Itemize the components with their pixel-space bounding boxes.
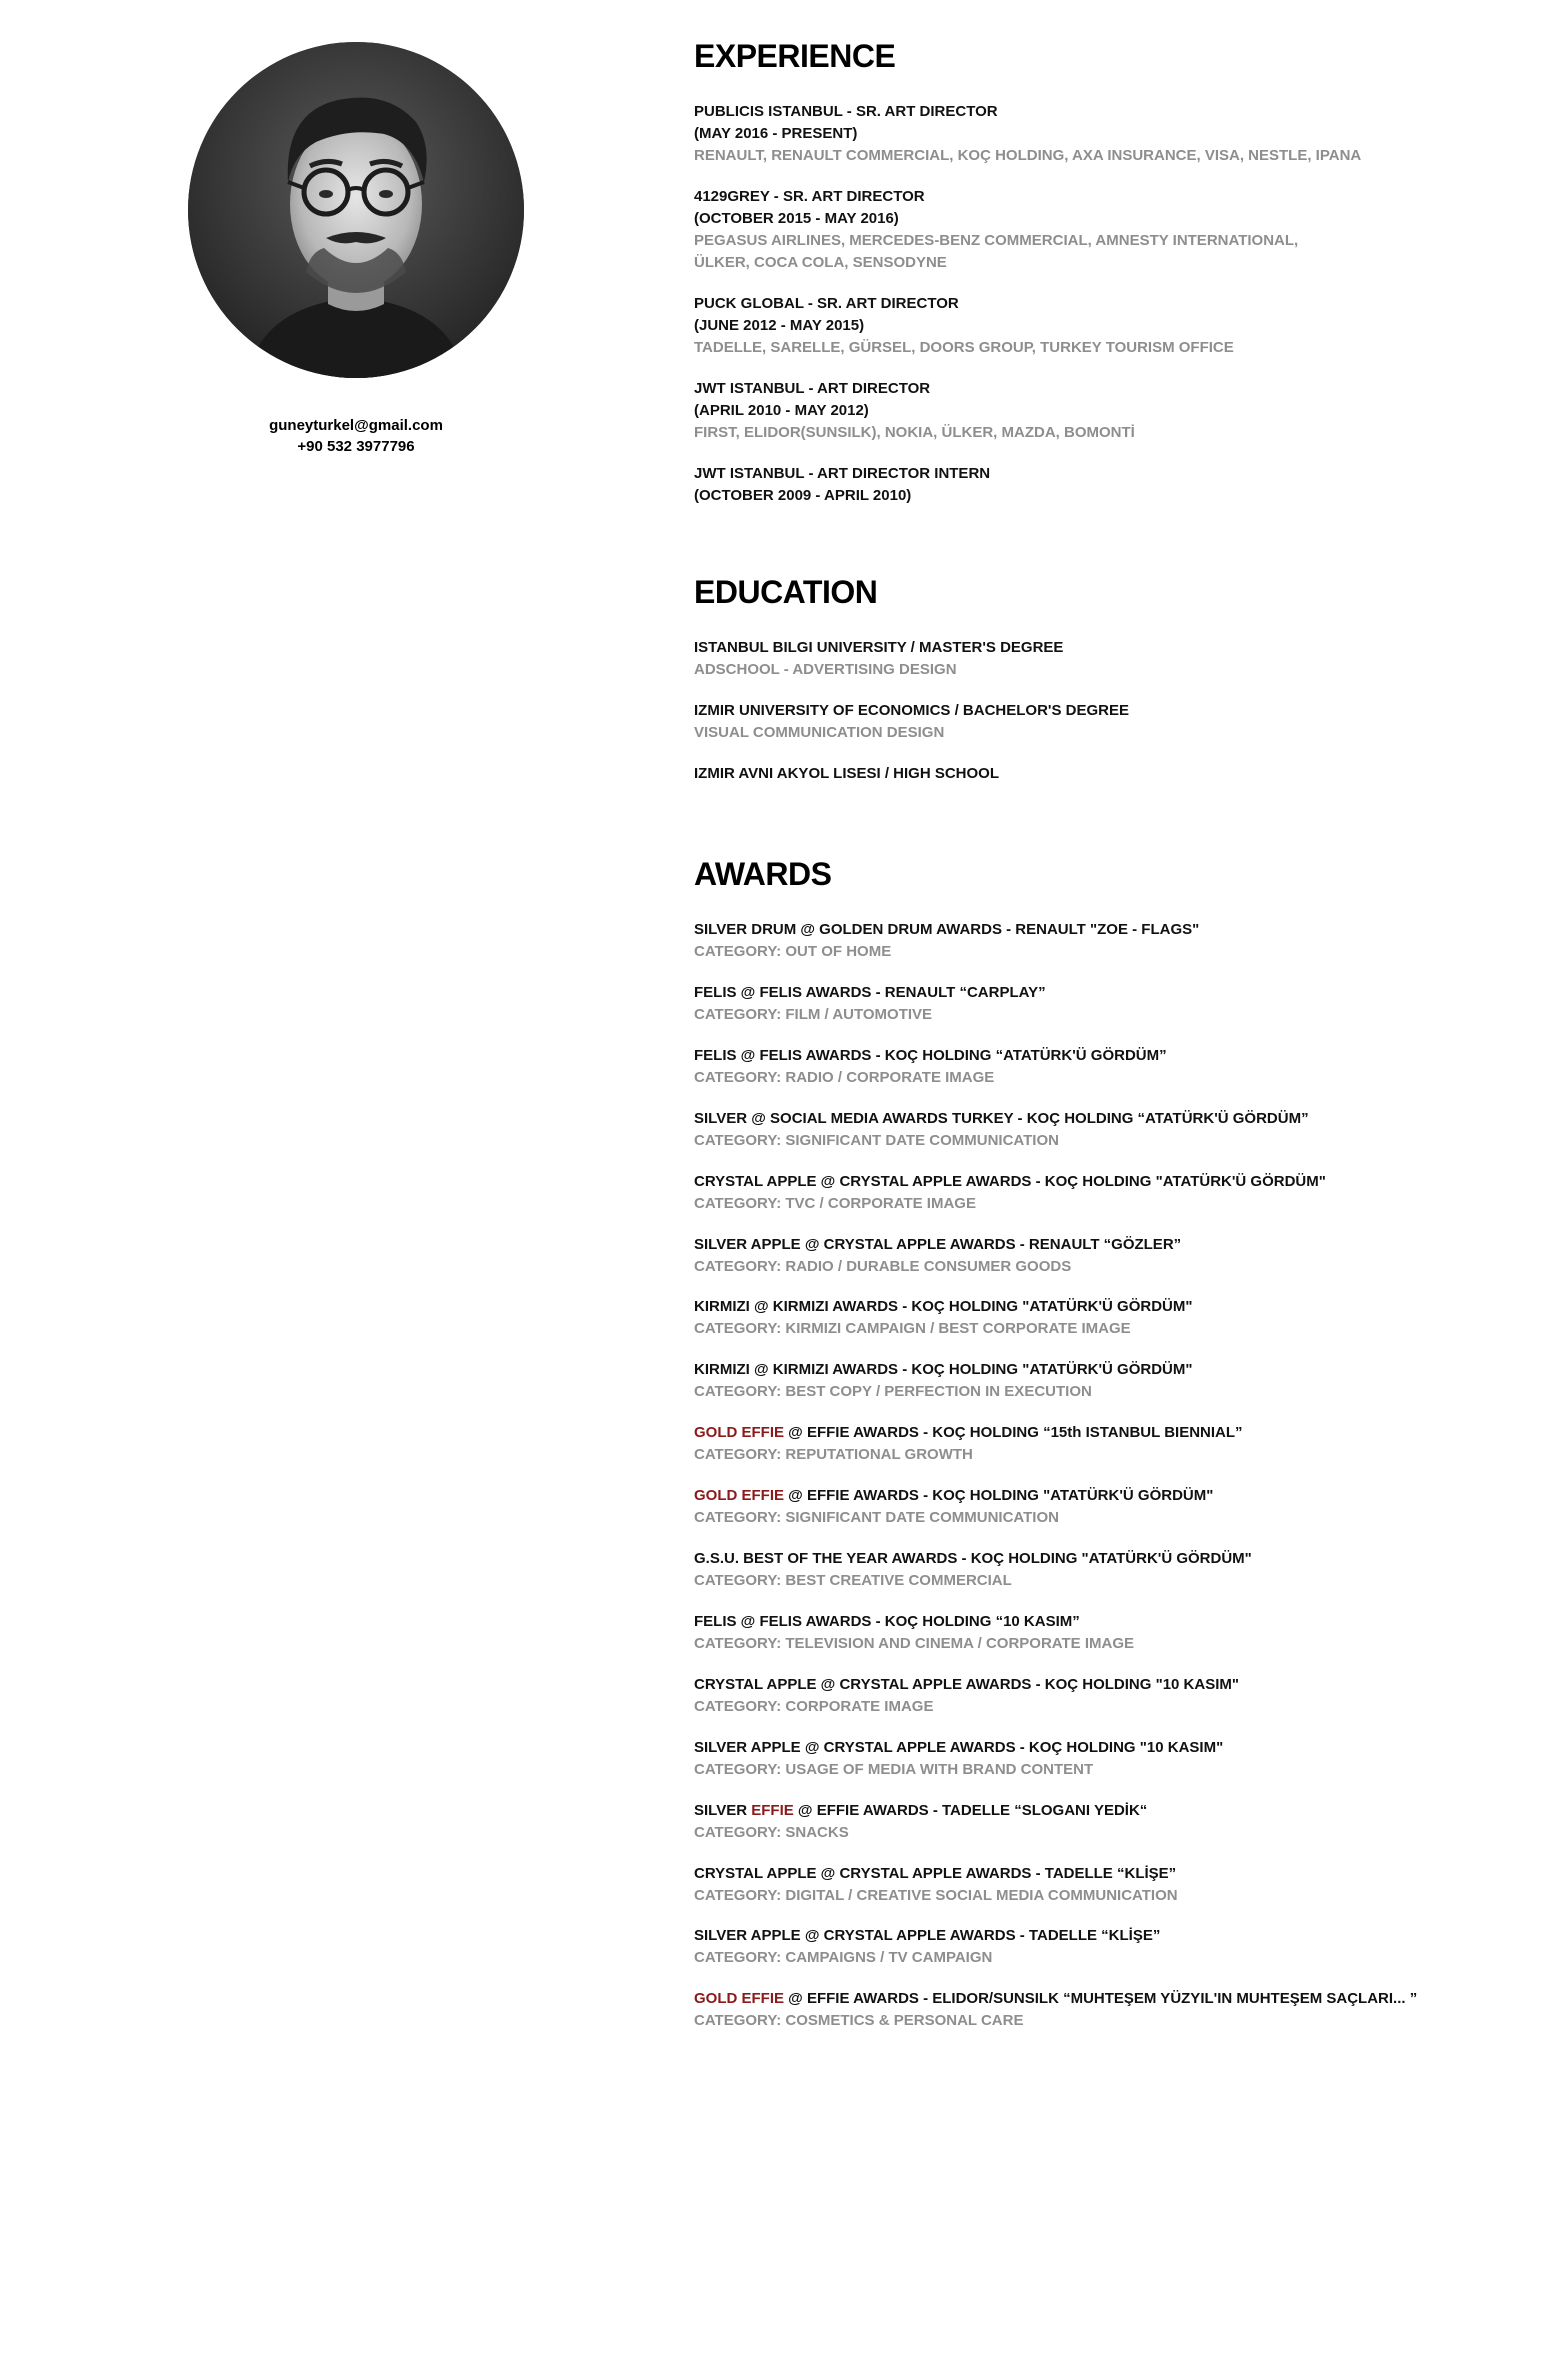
award-item xyxy=(694,982,1514,1026)
award-text: @ EFFIE AWARDS - KOÇ HOLDING "ATATÜRK'Ü GÖRDÜM" xyxy=(784,1487,1214,1505)
award-text: SILVER @ SOCIAL MEDIA AWARDS TURKEY - KOÇ HOLDING “ATATÜRK'Ü GÖRDÜM” xyxy=(694,1109,1309,1127)
award-category: CATEGORY: COSMETICS & PERSONAL CARE xyxy=(694,2012,1024,2030)
award-highlight: GOLD EFFIE xyxy=(694,1424,784,1442)
award-item xyxy=(694,1485,1514,1529)
award-text: @ EFFIE AWARDS - TADELLE “SLOGANI YEDİK“ xyxy=(793,1801,1148,1819)
award-title xyxy=(694,1988,1514,2010)
award-title xyxy=(694,1548,1514,1570)
award-item xyxy=(694,1674,1514,1718)
education-item xyxy=(694,637,1514,681)
award-highlight: GOLD EFFIE xyxy=(694,1487,784,1505)
award-title xyxy=(694,1296,1514,1318)
award-title xyxy=(694,1737,1514,1759)
award-title xyxy=(694,1611,1514,1633)
award-title xyxy=(694,1674,1514,1696)
award-item xyxy=(694,1045,1514,1089)
award-title xyxy=(694,1045,1514,1067)
phone-number: +90 532 3977796 xyxy=(297,438,415,455)
award-category: CATEGORY: BEST CREATIVE COMMERCIAL xyxy=(694,1572,1012,1589)
award-item xyxy=(694,1108,1514,1152)
education-program: VISUAL COMMUNICATION DESIGN xyxy=(694,724,945,741)
award-title xyxy=(694,1422,1514,1444)
award-title xyxy=(694,1108,1514,1130)
experience-role: 4129GREY - SR. ART DIRECTOR xyxy=(694,188,925,205)
award-text: KIRMIZI @ KIRMIZI AWARDS - KOÇ HOLDING "ATATÜRK'Ü GÖRDÜM" xyxy=(694,1361,1193,1379)
award-title xyxy=(694,919,1514,941)
award-item xyxy=(694,1988,1514,2032)
award-item xyxy=(694,1234,1514,1278)
award-title xyxy=(694,1234,1514,1256)
experience-clients-continued: ÜLKER, COCA COLA, SENSODYNE xyxy=(694,254,947,271)
education-item xyxy=(694,700,1514,744)
award-item xyxy=(694,1548,1514,1592)
award-text: SILVER APPLE @ CRYSTAL APPLE AWARDS - RENAULT “GÖZLER” xyxy=(694,1235,1182,1253)
award-item xyxy=(694,1611,1514,1655)
experience-item xyxy=(694,293,1514,359)
award-text: G.S.U. BEST OF THE YEAR AWARDS - KOÇ HOLDING "ATATÜRK'Ü GÖRDÜM" xyxy=(694,1550,1252,1567)
award-category: CATEGORY: RADIO / CORPORATE IMAGE xyxy=(694,1068,995,1086)
experience-clients: RENAULT, RENAULT COMMERCIAL, KOÇ HOLDING, AXA INSURANCE, VISA, NESTLE, IPANA xyxy=(694,147,1362,164)
award-text: CRYSTAL APPLE @ CRYSTAL APPLE AWARDS - TADELLE “KLİŞE” xyxy=(694,1864,1177,1882)
award-item xyxy=(694,1925,1514,1969)
award-text: SILVER APPLE @ CRYSTAL APPLE AWARDS - TADELLE “KLİŞE” xyxy=(694,1927,1161,1945)
award-category: CATEGORY: BEST COPY / PERFECTION IN EXECUTION xyxy=(694,1383,1092,1401)
award-item xyxy=(694,1800,1514,1844)
experience-role: JWT ISTANBUL - ART DIRECTOR INTERN xyxy=(694,465,991,482)
email-link[interactable]: guneyturkel@gmail.com xyxy=(269,417,443,434)
award-text: FELIS @ FELIS AWARDS - KOÇ HOLDING “ATATÜRK'Ü GÖRDÜM” xyxy=(694,1046,1167,1064)
award-category: CATEGORY: DIGITAL / CREATIVE SOCIAL MEDIA COMMUNICATION xyxy=(694,1886,1178,1904)
education-school: IZMIR UNIVERSITY OF ECONOMICS / BACHELOR'S DEGREE xyxy=(694,702,1129,719)
experience-item xyxy=(694,463,1514,507)
award-category: CATEGORY: KIRMIZI CAMPAIGN / BEST CORPORATE IMAGE xyxy=(694,1320,1131,1338)
award-title xyxy=(694,982,1514,1004)
award-category: CATEGORY: OUT OF HOME xyxy=(694,943,892,960)
award-title xyxy=(694,1171,1514,1193)
experience-clients: FIRST, ELIDOR(SUNSILK), NOKIA, ÜLKER, MAZDA, BOMONTİ xyxy=(694,424,1135,441)
award-item xyxy=(694,1422,1514,1466)
experience-role: PUBLICIS ISTANBUL - SR. ART DIRECTOR xyxy=(694,103,998,120)
avatar xyxy=(188,42,524,378)
experience-role: JWT ISTANBUL - ART DIRECTOR xyxy=(694,380,931,397)
experience-role: PUCK GLOBAL - SR. ART DIRECTOR xyxy=(694,295,959,312)
award-category: CATEGORY: SNACKS xyxy=(694,1823,849,1841)
award-text: SILVER DRUM @ GOLDEN DRUM AWARDS - RENAULT "ZOE - FLAGS" xyxy=(694,921,1200,938)
experience-period: (OCTOBER 2015 - MAY 2016) xyxy=(694,210,899,227)
award-title xyxy=(694,1800,1514,1822)
award-text: CRYSTAL APPLE @ CRYSTAL APPLE AWARDS - KOÇ HOLDING "10 KASIM" xyxy=(694,1675,1240,1693)
award-item xyxy=(694,1171,1514,1215)
experience-clients: PEGASUS AIRLINES, MERCEDES-BENZ COMMERCIAL, AMNESTY INTERNATIONAL, xyxy=(694,232,1299,249)
award-title xyxy=(694,1925,1514,1947)
award-category: CATEGORY: TVC / CORPORATE IMAGE xyxy=(694,1194,976,1212)
awards-title: AWARDS xyxy=(694,856,832,892)
award-prefix: SILVER xyxy=(694,1801,752,1819)
experience-title: EXPERIENCE xyxy=(694,38,896,74)
contact-info xyxy=(188,415,524,457)
award-item xyxy=(694,1863,1514,1907)
award-category: CATEGORY: CAMPAIGNS / TV CAMPAIGN xyxy=(694,1949,993,1967)
award-item xyxy=(694,919,1514,963)
award-category: CATEGORY: FILM / AUTOMOTIVE xyxy=(694,1005,933,1023)
experience-period: (APRIL 2010 - MAY 2012) xyxy=(694,402,869,419)
education-program: ADSCHOOL - ADVERTISING DESIGN xyxy=(694,661,957,678)
experience-item xyxy=(694,378,1514,444)
award-category: CATEGORY: SIGNIFICANT DATE COMMUNICATION xyxy=(694,1509,1059,1527)
award-category: CATEGORY: USAGE OF MEDIA WITH BRAND CONTENT xyxy=(694,1760,1094,1778)
award-text: FELIS @ FELIS AWARDS - RENAULT “CARPLAY” xyxy=(694,983,1046,1001)
experience-clients: TADELLE, SARELLE, GÜRSEL, DOORS GROUP, TURKEY TOURISM OFFICE xyxy=(694,339,1234,356)
award-category: CATEGORY: RADIO / DURABLE CONSUMER GOODS xyxy=(694,1257,1072,1275)
education-school: IZMIR AVNI AKYOL LISESI / HIGH SCHOOL xyxy=(694,765,1000,782)
education-title: EDUCATION xyxy=(694,574,878,610)
award-highlight: GOLD EFFIE xyxy=(694,1990,784,2008)
education-school: ISTANBUL BILGI UNIVERSITY / MASTER'S DEGREE xyxy=(694,639,1064,656)
award-title xyxy=(694,1863,1514,1885)
award-title xyxy=(694,1485,1514,1507)
award-title xyxy=(694,1359,1514,1381)
award-text: CRYSTAL APPLE @ CRYSTAL APPLE AWARDS - KOÇ HOLDING "ATATÜRK'Ü GÖRDÜM" xyxy=(694,1172,1326,1190)
experience-period: (JUNE 2012 - MAY 2015) xyxy=(694,317,865,334)
experience-item xyxy=(694,101,1514,167)
award-category: CATEGORY: SIGNIFICANT DATE COMMUNICATION xyxy=(694,1131,1059,1149)
award-item xyxy=(694,1359,1514,1403)
experience-period: (MAY 2016 - PRESENT) xyxy=(694,125,858,142)
award-text: @ EFFIE AWARDS - ELIDOR/SUNSILK “MUHTEŞEM YÜZYIL'IN MUHTEŞEM SAÇLARI... ” xyxy=(784,1990,1418,2008)
experience-item xyxy=(694,186,1514,274)
award-category: CATEGORY: TELEVISION AND CINEMA / CORPORATE IMAGE xyxy=(694,1634,1135,1652)
experience-period: (OCTOBER 2009 - APRIL 2010) xyxy=(694,487,912,504)
award-text: @ EFFIE AWARDS - KOÇ HOLDING “15th ISTANBUL BIENNIAL” xyxy=(784,1424,1243,1442)
award-item xyxy=(694,1737,1514,1781)
portrait-photo-icon xyxy=(188,42,524,378)
award-text: KIRMIZI @ KIRMIZI AWARDS - KOÇ HOLDING "ATATÜRK'Ü GÖRDÜM" xyxy=(694,1298,1193,1316)
award-category: CATEGORY: CORPORATE IMAGE xyxy=(694,1697,934,1715)
award-item xyxy=(694,1296,1514,1340)
award-text: SILVER APPLE @ CRYSTAL APPLE AWARDS - KOÇ HOLDING "10 KASIM" xyxy=(694,1738,1224,1756)
education-item xyxy=(694,763,1514,785)
award-text: FELIS @ FELIS AWARDS - KOÇ HOLDING “10 KASIM” xyxy=(694,1612,1080,1630)
award-highlight: EFFIE xyxy=(751,1801,794,1819)
award-category: CATEGORY: REPUTATIONAL GROWTH xyxy=(694,1446,973,1464)
